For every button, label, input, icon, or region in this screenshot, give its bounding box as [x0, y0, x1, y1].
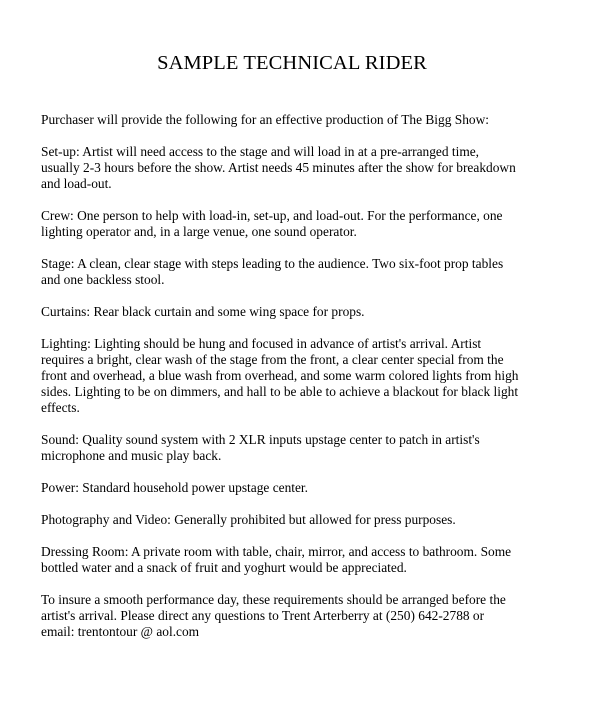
- dressing-room-paragraph: Dressing Room: A private room with table, chair, mirror, and access to bathroom. Some bottled water and a snack of fruit and yoghurt would be appreciated.: [41, 544, 512, 575]
- crew-paragraph: Crew: One person to help with load-in, set-up, and load-out. For the performance, one lighting operator and, in a large venue, one sound operator.: [41, 208, 503, 239]
- curtains-paragraph: Curtains: Rear black curtain and some wing space for props.: [41, 304, 365, 319]
- power-paragraph: Power: Standard household power upstage center.: [41, 480, 309, 495]
- setup-paragraph: Set-up: Artist will need access to the stage and will load in at a pre-arranged time, usually 2-3 hours before the show. Artist needs 45 minutes after the show for breakdown and load-out.: [41, 144, 516, 191]
- sound-paragraph: Sound: Quality sound system with 2 XLR inputs upstage center to patch in artist's microphone and music play back.: [41, 432, 480, 463]
- document-title: SAMPLE TECHNICAL RIDER: [157, 52, 427, 74]
- lighting-paragraph: Lighting: Lighting should be hung and focused in advance of artist's arrival. Artist requires a bright, clear wash of the stage from the front, a clear center special from the front and overhead, a blue wash from overhead, and some warm colored lights from high sides. Lighting to be on dimmers, and hall to be able to achieve a blackout for black light effects.: [41, 336, 519, 415]
- stage-paragraph: Stage: A clean, clear stage with steps leading to the audience. Two six-foot prop tables and one backless stool.: [41, 256, 504, 287]
- document-body: [41, 112, 561, 656]
- contact-paragraph: To insure a smooth performance day, these requirements should be arranged before the artist's arrival. Please direct any questions to Trent Arterberry at (250) 642-2788 or email: trentontour @ aol.com: [41, 592, 506, 639]
- photography-paragraph: Photography and Video: Generally prohibited but allowed for press purposes.: [41, 512, 456, 527]
- intro-paragraph: Purchaser will provide the following for an effective production of The Bigg Show:: [41, 112, 489, 127]
